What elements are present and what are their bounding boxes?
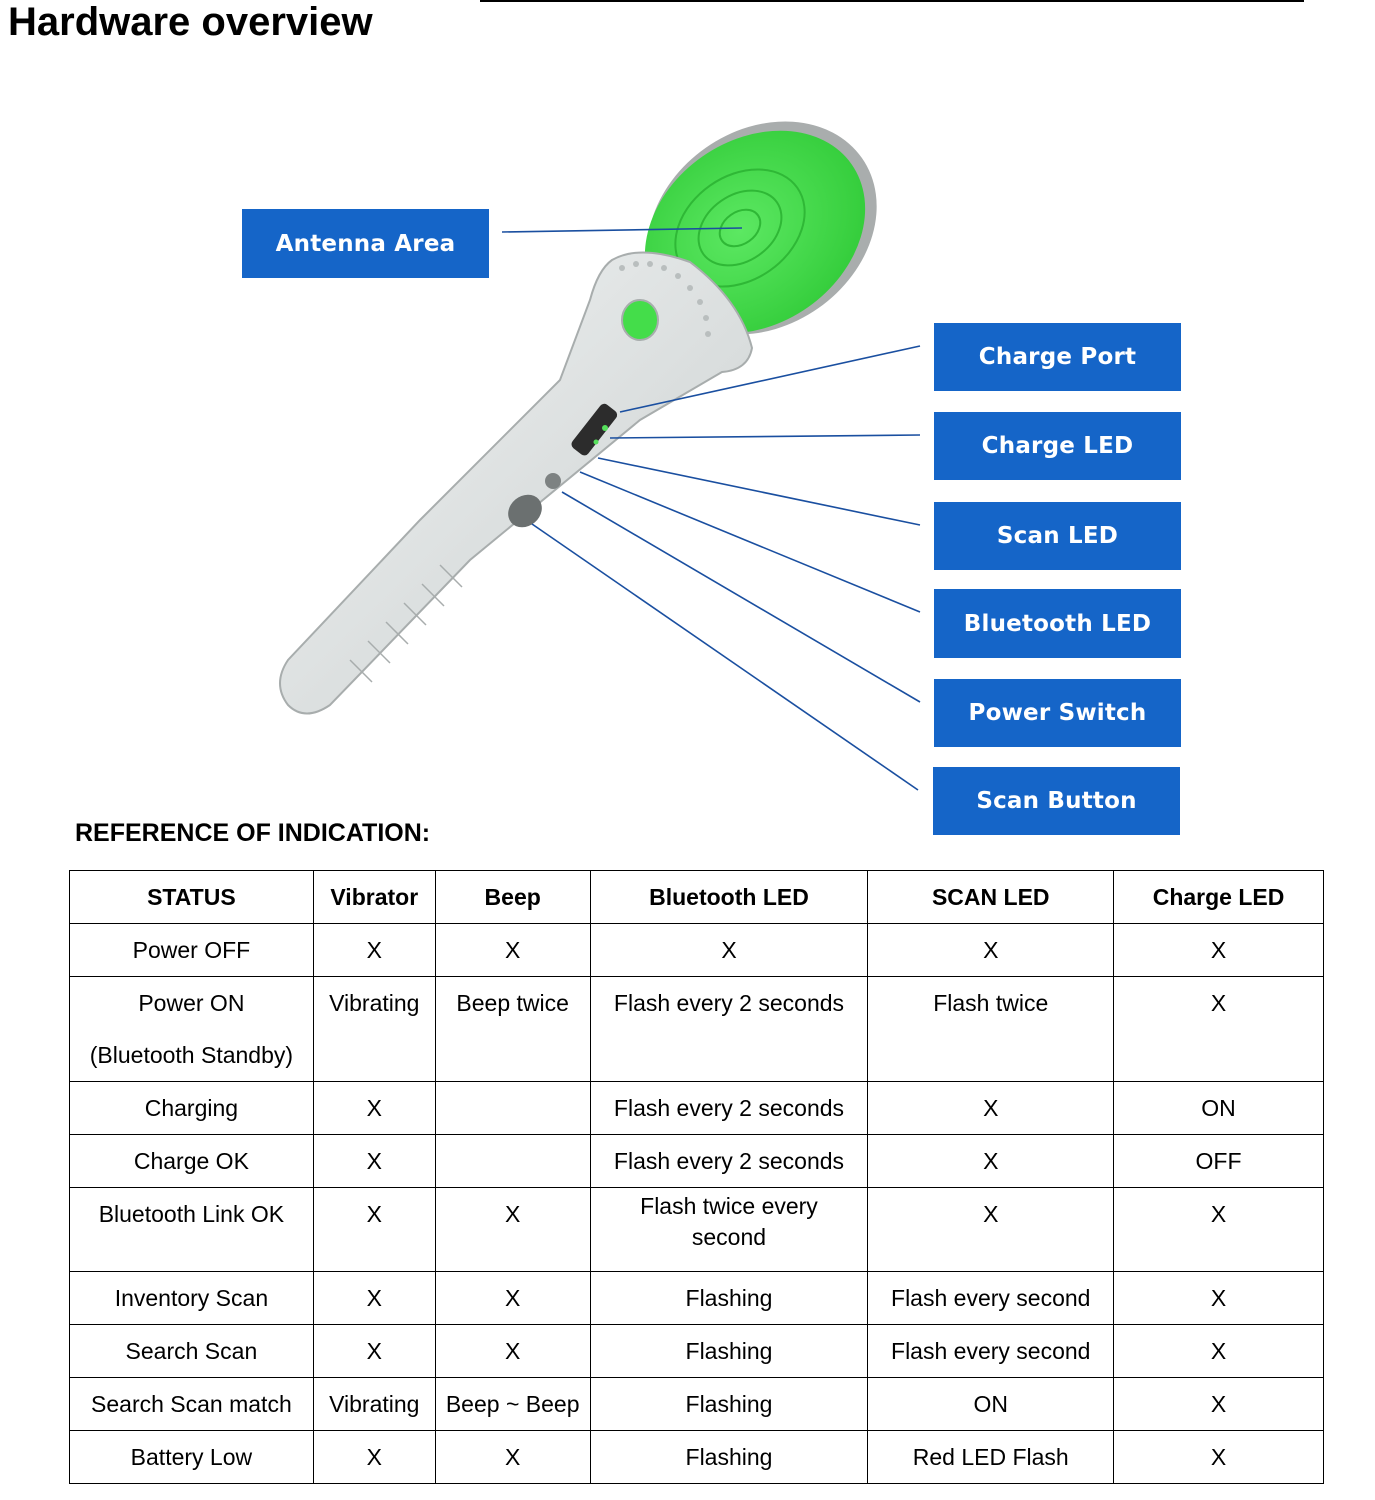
scan-led-cell: X — [868, 924, 1114, 977]
bluetooth-led-cell: Flashing — [590, 1272, 868, 1325]
charge-led-label: Charge LED — [934, 412, 1181, 480]
beep-cell: Beep ~ Beep — [435, 1378, 590, 1431]
table-row — [70, 1188, 1324, 1272]
beep-cell: X — [435, 1325, 590, 1378]
bluetooth-led-cell: Flash every 2 seconds — [590, 977, 868, 1082]
bluetooth-led-cell: Flashing — [590, 1431, 868, 1484]
bluetooth-led-text: Flash twice every — [640, 1193, 818, 1219]
table-header-row — [70, 871, 1324, 924]
vibrator-cell: Vibrating — [313, 977, 435, 1082]
beep-cell: Beep twice — [435, 977, 590, 1082]
charge-led-cell: X — [1114, 1272, 1324, 1325]
bluetooth-led-cell: Flash every 2 seconds — [590, 1135, 868, 1188]
charge-led-cell: X — [1114, 1431, 1324, 1484]
beep-cell: X — [435, 1431, 590, 1484]
table-row — [70, 977, 1324, 1082]
power-switch-label: Power Switch — [934, 679, 1181, 747]
charge-led-cell: X — [1114, 924, 1324, 977]
scan-led-cell: Flash twice — [868, 977, 1114, 1082]
vibrator-cell: Vibrating — [313, 1378, 435, 1431]
charge-port-label: Charge Port — [934, 323, 1181, 391]
scan-led-cell: Flash every second — [868, 1325, 1114, 1378]
charge-led-cell: X — [1114, 1325, 1324, 1378]
column-header: SCAN LED — [868, 871, 1114, 924]
status-text: Power ON — [138, 990, 245, 1016]
status-cell: Battery Low — [70, 1431, 314, 1484]
beep-cell: X — [435, 924, 590, 977]
beep-cell — [435, 1135, 590, 1188]
bluetooth-led-subtext: second — [691, 1224, 767, 1250]
bluetooth-led-cell — [590, 1188, 868, 1272]
scan-led-cell: Flash every second — [868, 1272, 1114, 1325]
bluetooth-led-label: Bluetooth LED — [934, 589, 1181, 658]
charge-led-cell: X — [1114, 1188, 1324, 1272]
page-title: Hardware overview — [8, 0, 373, 44]
status-cell — [70, 977, 314, 1082]
scan-led-cell: X — [868, 1188, 1114, 1272]
charge-led-cell: OFF — [1114, 1135, 1324, 1188]
charge-led-cell: ON — [1114, 1082, 1324, 1135]
column-header: Vibrator — [313, 871, 435, 924]
table-row — [70, 1272, 1324, 1325]
status-cell: Power OFF — [70, 924, 314, 977]
column-header: Charge LED — [1114, 871, 1324, 924]
vibrator-cell: X — [313, 924, 435, 977]
bluetooth-led-cell: Flashing — [590, 1325, 868, 1378]
scan-led-cell: X — [868, 1082, 1114, 1135]
reference-heading: REFERENCE OF INDICATION: — [75, 819, 431, 847]
status-cell: Bluetooth Link OK — [70, 1188, 314, 1272]
vibrator-cell: X — [313, 1272, 435, 1325]
table-row — [70, 924, 1324, 977]
vibrator-cell: X — [313, 1431, 435, 1484]
column-header: Beep — [435, 871, 590, 924]
scan-led-cell: ON — [868, 1378, 1114, 1431]
antenna-area-label: Antenna Area — [242, 209, 489, 278]
vibrator-cell: X — [313, 1135, 435, 1188]
vibrator-cell: X — [313, 1188, 435, 1272]
column-header: STATUS — [70, 871, 314, 924]
status-cell: Charging — [70, 1082, 314, 1135]
scan-led-cell: X — [868, 1135, 1114, 1188]
table-row — [70, 1378, 1324, 1431]
vibrator-cell: X — [313, 1325, 435, 1378]
charge-led-cell: X — [1114, 1378, 1324, 1431]
status-subtext: (Bluetooth Standby) — [89, 1042, 294, 1068]
beep-cell: X — [435, 1188, 590, 1272]
column-header: Bluetooth LED — [590, 871, 868, 924]
beep-cell: X — [435, 1272, 590, 1325]
table-row — [70, 1082, 1324, 1135]
table-row — [70, 1135, 1324, 1188]
bluetooth-led-cell: Flashing — [590, 1378, 868, 1431]
device-body — [280, 252, 752, 713]
indication-table — [69, 870, 1324, 1484]
vibrator-cell: X — [313, 1082, 435, 1135]
status-cell: Inventory Scan — [70, 1272, 314, 1325]
table-row — [70, 1431, 1324, 1484]
charge-led-cell: X — [1114, 977, 1324, 1082]
scan-led-label: Scan LED — [934, 502, 1181, 570]
bluetooth-led-cell: Flash every 2 seconds — [590, 1082, 868, 1135]
bluetooth-led-cell: X — [590, 924, 868, 977]
status-cell: Search Scan match — [70, 1378, 314, 1431]
scan-led-cell: Red LED Flash — [868, 1431, 1114, 1484]
table-row — [70, 1325, 1324, 1378]
status-cell: Charge OK — [70, 1135, 314, 1188]
beep-cell — [435, 1082, 590, 1135]
status-cell: Search Scan — [70, 1325, 314, 1378]
scan-button-label: Scan Button — [933, 767, 1180, 835]
